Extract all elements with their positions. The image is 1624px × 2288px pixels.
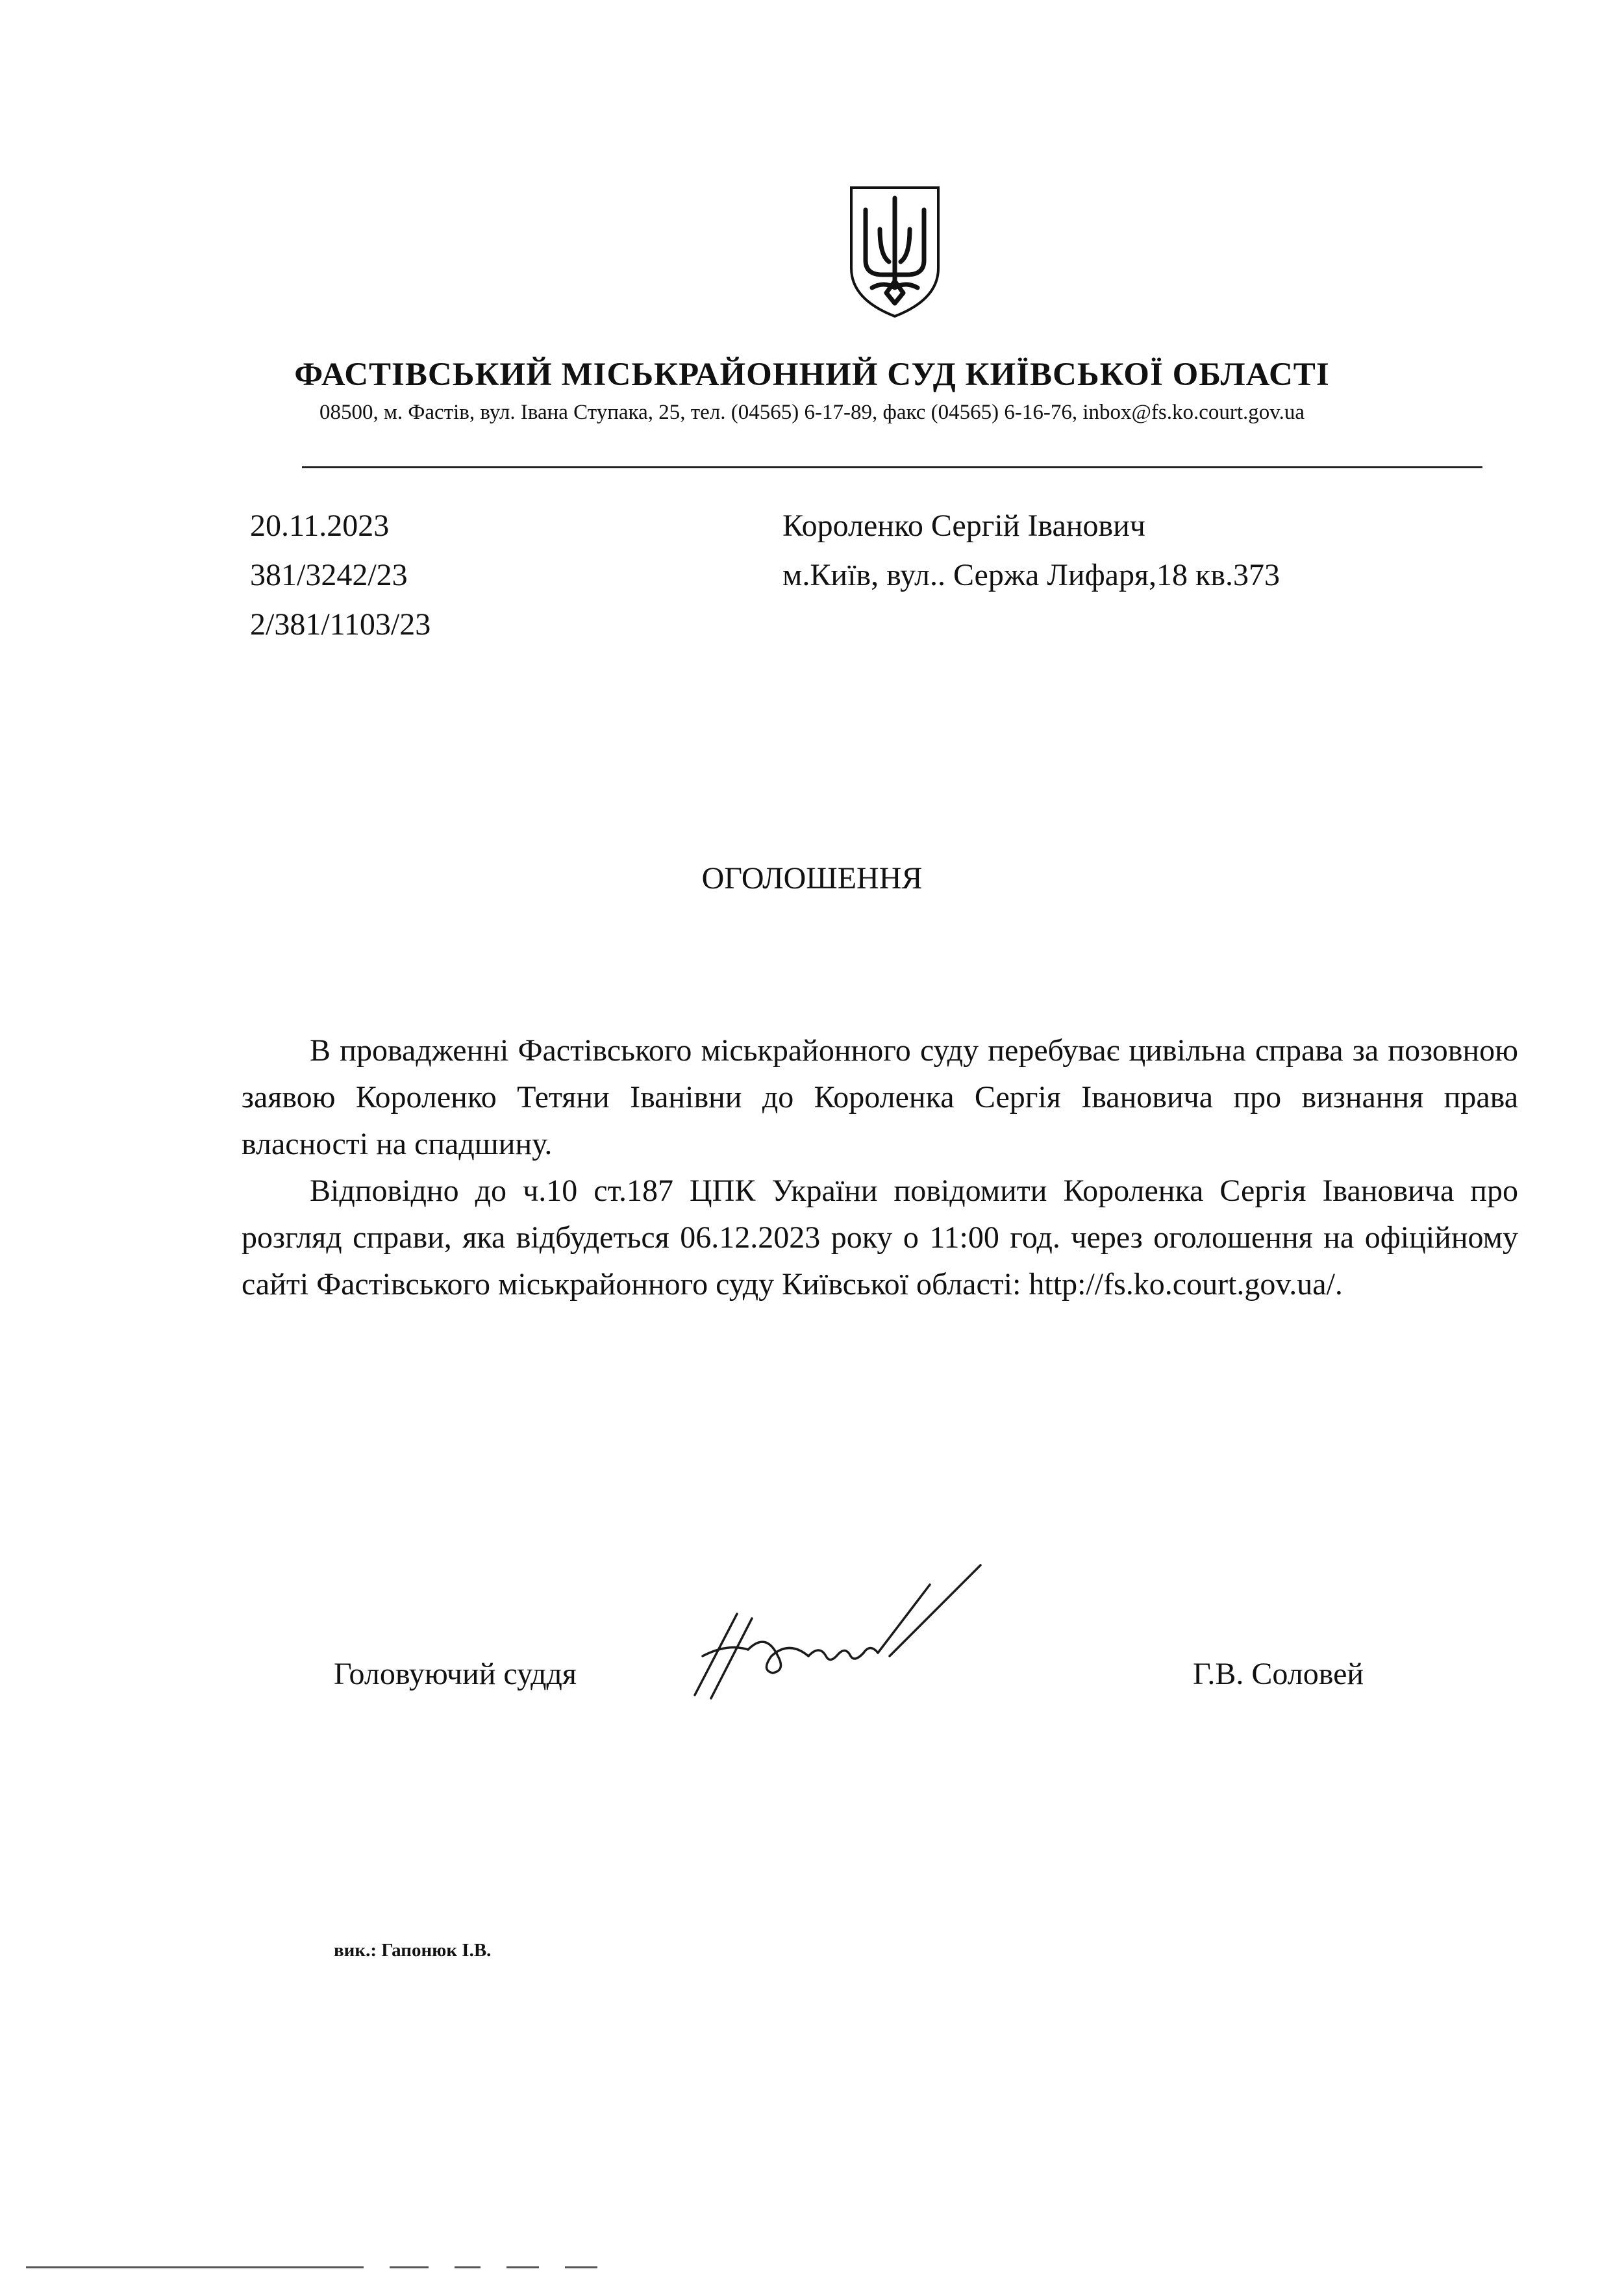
- proceeding-number: 2/381/1103/23: [250, 607, 431, 642]
- body-paragraph-2: Відповідно до ч.10 ст.187 ЦПК України повідомити Короленка Сергія Івановича про розгляд справи, яка відбудеться 06.12.2023 року о 11:00 год. через оголошення на офіційному сайті Фастівського міськрайонного суду Київської області: http://fs.ko.court.gov.ua/.: [242, 1174, 1518, 1301]
- document-title: ОГОЛОШЕННЯ: [701, 861, 923, 896]
- recipient-name: Короленко Сергій Іванович: [782, 509, 1145, 543]
- case-number: 381/3242/23: [250, 558, 408, 592]
- court-name: ФАСТІВСЬКИЙ МІСЬКРАЙОННИЙ СУД КИЇВСЬКОЇ ОБЛАСТІ: [294, 357, 1330, 393]
- body-paragraph-1: В провадженні Фастівського міськрайонного суду перебуває цивільна справа за позовною заявою Короленко Тетяни Іванівни до Короленка Сергія Івановича про визнання права власності на спадшину.: [242, 1033, 1518, 1161]
- header-divider: [302, 466, 1482, 468]
- executor-note: вик.: Гапонюк І.В.: [334, 1940, 492, 1961]
- trident-emblem-icon: [846, 184, 943, 320]
- judge-name: Г.В. Соловей: [1193, 1657, 1364, 1691]
- handwritten-signature: [675, 1559, 987, 1708]
- document-date: 20.11.2023: [250, 509, 390, 543]
- judge-title: Головуючий суддя: [334, 1657, 577, 1691]
- scan-edge-artifact: [26, 2263, 610, 2272]
- court-address: 08500, м. Фастів, вул. Івана Ступака, 25, тел. (04565) 6-17-89, факс (04565) 6-16-76, inbox@fs.ko.court.gov.ua: [319, 401, 1305, 424]
- announcement-body: [242, 1027, 1518, 1308]
- recipient-address: м.Київ, вул.. Сержа Лифаря,18 кв.373: [782, 558, 1280, 592]
